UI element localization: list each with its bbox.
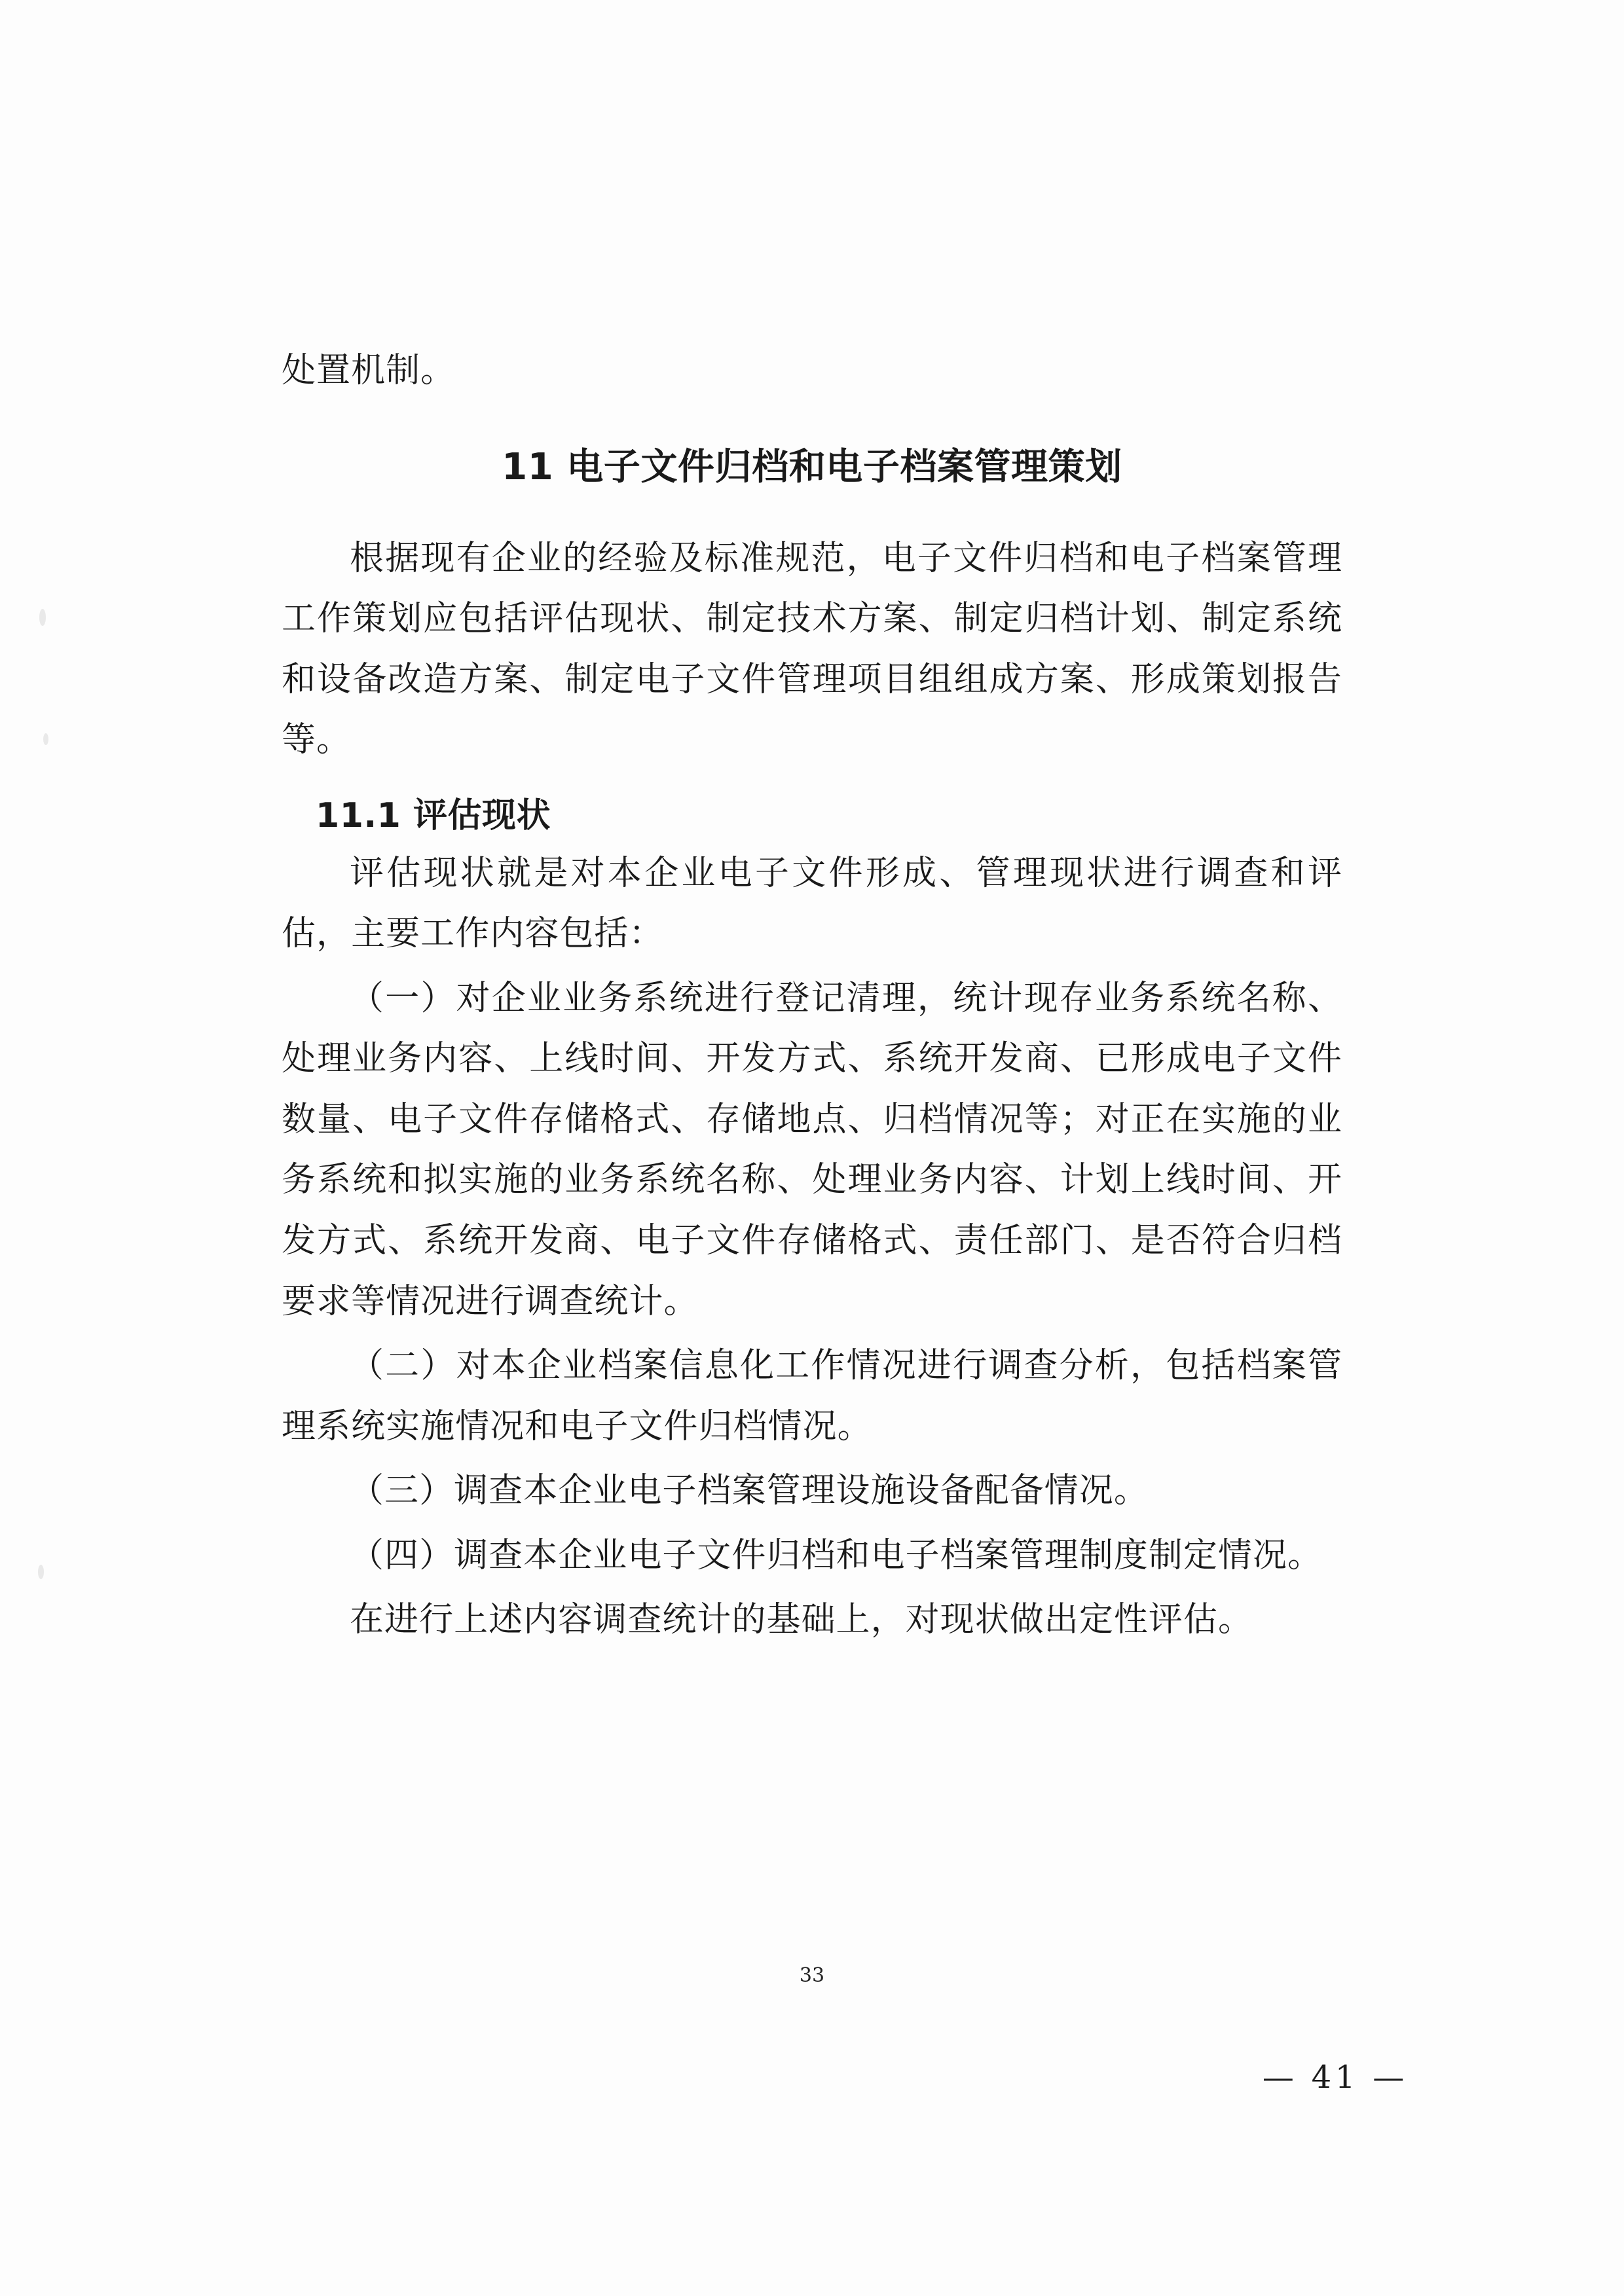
list-item: （三）调查本企业电子档案管理设施设备配备情况。	[350, 1471, 1149, 1511]
page-body	[282, 340, 1342, 1654]
intro-paragraph: 根据现有企业的经验及标准规范，电子文件归档和电子档案管理工作策划应包括评估现状、制定技术方案、制定归档计划、制定系统和设备改造方案、制定电子文件管理项目组组成方案、形成策划报告等。	[282, 538, 1342, 760]
page-number: — 41 —	[1262, 2059, 1408, 2096]
continued-text-line: 处置机制。	[282, 351, 456, 390]
subsection-heading: 11.1 评估现状	[316, 795, 551, 835]
footnote-number: 33	[799, 1964, 825, 1987]
list-item: （四）调查本企业电子文件归档和电子档案管理制度制定情况。	[350, 1535, 1323, 1575]
scan-artifact	[39, 609, 46, 626]
scan-artifact	[38, 1565, 44, 1579]
list-item: （一）对企业业务系统进行登记清理，统计现存业务系统名称、处理业务内容、上线时间、开发方式、系统开发商、已形成电子文件数量、电子文件存储格式、存储地点、归档情况等；对正在实施的业务系统和拟实施的业务系统名称、处理业务内容、计划上线时间、开发方式、系统开发商、电子文件存储格式、责任部门、是否符合归档要求等情况进行调查统计。	[282, 978, 1342, 1321]
scan-artifact	[43, 733, 48, 745]
subsection-intro-paragraph: 评估现状就是对本企业电子文件形成、管理现状进行调查和评估，主要工作内容包括：	[282, 853, 1342, 954]
section-heading: 11 电子文件归档和电子档案管理策划	[502, 445, 1122, 488]
list-item: （二）对本企业档案信息化工作情况进行调查分析，包括档案管理系统实施情况和电子文件归档情况。	[282, 1346, 1342, 1446]
closing-paragraph: 在进行上述内容调查统计的基础上，对现状做出定性评估。	[350, 1600, 1253, 1640]
